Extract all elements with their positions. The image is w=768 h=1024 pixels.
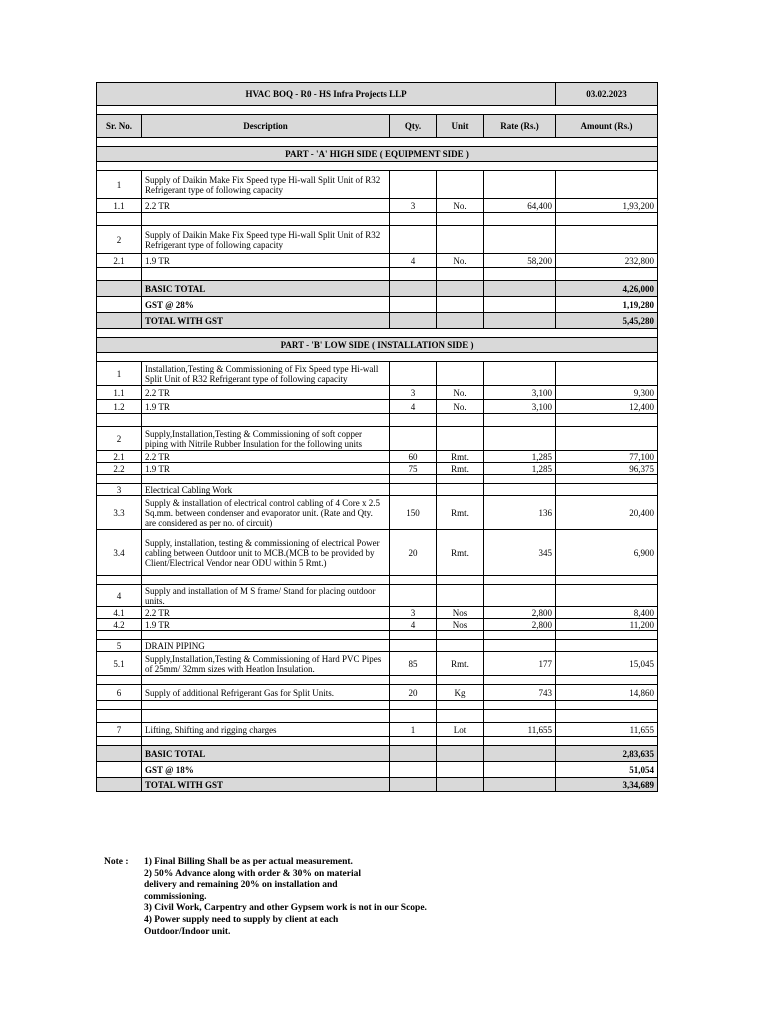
table-row: 3.4 Supply, installation, testing & commissioning of electrical Power cabling between Outdoor unit to MCB.(MCB to be provided by Client/Electrical Vendor near ODU within 5 Rmt.) 20 Rmt. 345 6,900 xyxy=(97,530,658,576)
document-title: HVAC BOQ - R0 - HS Infra Projects LLP xyxy=(97,83,556,106)
table-row: 4 Supply and installation of M S frame/ Stand for placing outdoor units. xyxy=(97,585,658,607)
table-row: 2 Supply,Installation,Testing & Commissioning of soft copper piping with Nitrile Rubber Insulation for the following units xyxy=(97,427,658,451)
document-date: 03.02.2023 xyxy=(556,83,658,106)
table-row: 5 DRAIN PIPING xyxy=(97,640,658,652)
note-item: 1) Final Billing Shall be as per actual measurement. xyxy=(144,857,353,867)
part-b-gst: GST @ 18% 51,054 xyxy=(97,762,658,778)
col-rate: Rate (Rs.) xyxy=(484,115,556,138)
part-a-total-with-gst: TOTAL WITH GST 5,45,280 xyxy=(97,313,658,329)
boq-table xyxy=(96,82,658,792)
table-row: 2.2 1.9 TR 75 Rmt. 1,285 96,375 xyxy=(97,463,658,475)
column-header-row xyxy=(97,115,658,138)
part-b-total-with-gst: TOTAL WITH GST 3,34,689 xyxy=(97,778,658,792)
col-description: Description xyxy=(142,115,390,138)
table-row: 4.1 2.2 TR 3 Nos 2,800 8,400 xyxy=(97,607,658,619)
table-row: 2.1 2.2 TR 60 Rmt. 1,285 77,100 xyxy=(97,451,658,463)
part-a-heading: PART - 'A' HIGH SIDE ( EQUIPMENT SIDE ) xyxy=(97,147,658,162)
table-row: 1.1 2.2 TR 3 No. 3,100 9,300 xyxy=(97,386,658,400)
col-unit: Unit xyxy=(437,115,484,138)
table-row: 1 Supply of Daikin Make Fix Speed type Hi-wall Split Unit of R32 Refrigerant type of following capacity xyxy=(97,171,658,199)
table-row: 1.2 1.9 TR 4 No. 3,100 12,400 xyxy=(97,400,658,414)
table-row: 7 Lifting, Shifting and rigging charges 1 Lot 11,655 11,655 xyxy=(97,723,658,737)
table-row: 2.1 1.9 TR 4 No. 58,200 232,800 xyxy=(97,254,658,268)
table-row: 1.1 2.2 TR 3 No. 64,400 1,93,200 xyxy=(97,199,658,213)
col-amount: Amount (Rs.) xyxy=(556,115,658,138)
table-row: 6 Supply of additional Refrigerant Gas for Split Units. 20 Kg 743 14,860 xyxy=(97,685,658,701)
title-row xyxy=(97,83,658,106)
part-a-basic-total: BASIC TOTAL 4,26,000 xyxy=(97,281,658,297)
table-row: 5.1 Supply,Installation,Testing & Commissioning of Hard PVC Pipes of 25mm/ 32mm sizes with Heatlon Insulation. 85 Rmt. 177 15,045 xyxy=(97,652,658,676)
notes-label: Note : xyxy=(104,857,129,867)
part-a-gst: GST @ 28% 1,19,280 xyxy=(97,297,658,313)
part-b-heading: PART - 'B' LOW SIDE ( INSTALLATION SIDE ) xyxy=(97,338,658,353)
table-row: 2 Supply of Daikin Make Fix Speed type Hi-wall Split Unit of R32 Refrigerant type of following capacity xyxy=(97,226,658,254)
note-item: 3) Civil Work, Carpentry and other Gypsem work is not in our Scope. xyxy=(144,903,427,914)
table-row: 3.3 Supply & installation of electrical control cabling of 4 Core x 2.5 Sq.mm. between condenser and evaporator unit. (Rate and Qty. are considered as per no. of circuit) 150 Rmt. 136 20,400 xyxy=(97,496,658,530)
table-row: 3 Electrical Cabling Work xyxy=(97,484,658,496)
table-row: 4.2 1.9 TR 4 Nos 2,800 11,200 xyxy=(97,619,658,631)
note-item: 2) 50% Advance along with order & 30% on material delivery and remaining 20% on installation and commissioning. xyxy=(144,868,361,902)
note-item: 4) Power supply need to supply by client at each Outdoor/Indoor unit. xyxy=(144,914,339,937)
table-row: 1 Installation,Testing & Commissioning of Fix Speed type Hi-wall Split Unit of R32 Refrigerant type of following capacity xyxy=(97,362,658,386)
part-b-basic-total: BASIC TOTAL 2,83,635 xyxy=(97,746,658,762)
col-sr: Sr. No. xyxy=(97,115,142,138)
col-qty: Qty. xyxy=(390,115,437,138)
